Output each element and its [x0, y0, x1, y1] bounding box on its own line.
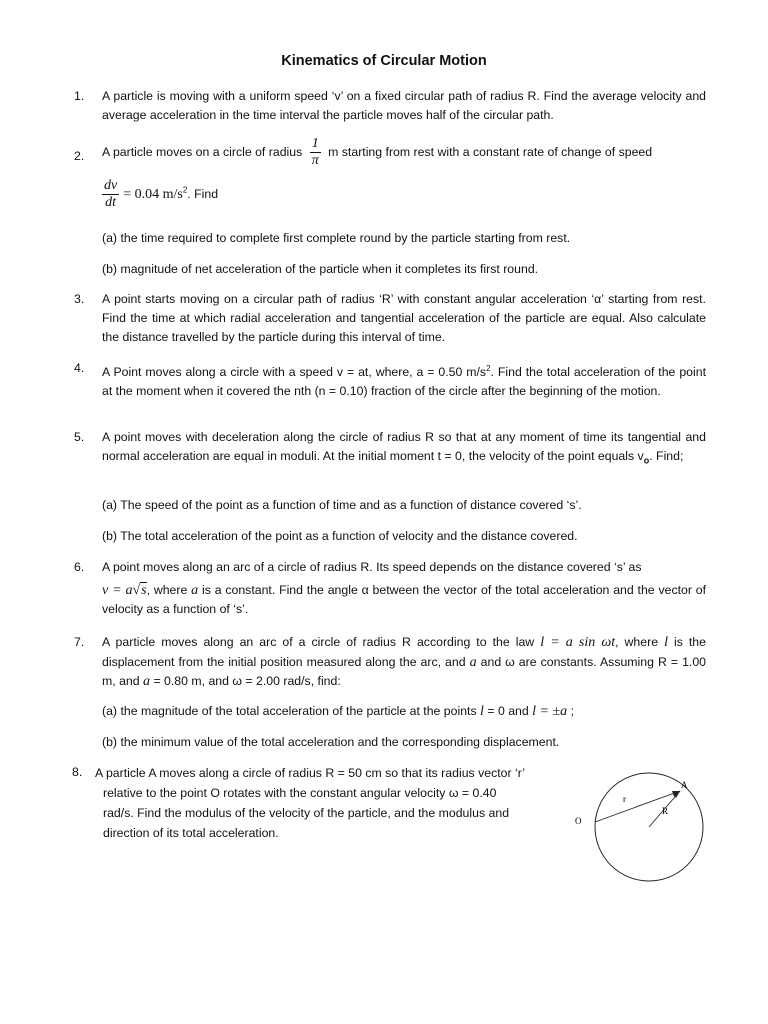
page-title: Kinematics of Circular Motion — [281, 53, 487, 69]
label-R: R — [662, 806, 669, 816]
question-6-line2: v = a√s, where a is a constant. Find the angle α between the vector of the total acceleration and the vector of velocity as a function of ‘s’. — [102, 583, 707, 616]
question-number-3: 3. — [74, 292, 85, 306]
velocity-subscript: o — [643, 455, 650, 466]
question-2-line2 — [102, 178, 706, 211]
question-2-part-a: (a) the time required to complete first complete round by the particle starting from rest. — [102, 231, 571, 245]
question-8-line4: direction of its total acceleration. — [103, 826, 279, 840]
variable-l: l — [480, 704, 484, 719]
question-7-text-d: and ω are constants. Assuming R = 1.00 m, and — [102, 654, 707, 688]
fraction-one-over-pi — [310, 136, 321, 169]
fraction-numerator: dv — [104, 178, 118, 193]
question-4-text-a: A Point moves along a circle with a speed v = at, where, a = 0.50 m/s — [102, 365, 487, 380]
question-3-text: A point starts moving on a circular path of radius ‘R’ with constant angular acceleration ‘α’ starting from rest. Find the time at which radial acceleration and tangential acceleration of the particle are equal. Also calculate the distance travelled by the particle during this interval of time. — [102, 292, 706, 344]
fraction-denominator: π — [311, 153, 319, 168]
variable-l: l — [664, 635, 668, 650]
question-7-part-a-mid: = 0 and — [487, 704, 529, 718]
question-2-line1 — [102, 136, 706, 169]
acceleration-exponent: 2 — [486, 364, 491, 373]
displacement-value: l = ±a — [532, 704, 568, 719]
label-r: r — [623, 794, 626, 804]
variable-a: a — [143, 674, 151, 689]
motion-law: l = a sin ωt — [540, 635, 616, 650]
question-1-text: A particle is moving with a uniform speed ‘v’ on a fixed circular path of radius R. Find the average velocity and average acceleration in the time interval the particle moves half of the circular path. — [102, 89, 706, 122]
question-8-text — [95, 763, 559, 843]
question-5-text — [102, 428, 706, 470]
question-2-find: . Find — [187, 186, 219, 201]
variable-a: a — [469, 654, 477, 670]
question-6-line1: A point moves along an arc of a circle of radius R. Its speed depends on the distance covered ‘s’ as — [102, 560, 642, 574]
question-2-part-b: (b) magnitude of net acceleration of the particle when it completes its first round. — [102, 262, 539, 276]
circle-figure — [572, 772, 722, 882]
question-5-tail: . Find; — [649, 449, 684, 463]
question-2-text-a: A particle moves on a circle of radius — [102, 144, 303, 159]
question-number-2: 2. — [74, 149, 85, 163]
label-A: A — [681, 780, 688, 790]
question-5-part-a: (a) The speed of the point as a function of time and as a function of distance covered ‘s’. — [102, 498, 582, 512]
fraction-dv-dt — [102, 178, 119, 211]
question-7-part-b: (b) the minimum value of the total acceleration and the corresponding displacement. — [102, 735, 560, 749]
question-7-text-b: , where — [615, 635, 659, 649]
question-5-part-b: (b) The total acceleration of the point as a function of velocity and the distance covered. — [102, 529, 578, 543]
fraction-numerator: 1 — [310, 136, 321, 153]
question-5-body: A point moves with deceleration along the circle of radius R so that at any moment of time its tangential and normal acceleration are equal in moduli. At the initial moment t = 0, the velocity of the point equals v — [102, 430, 706, 463]
question-7-part-a-text: (a) the magnitude of the total acceleration of the particle at the points — [102, 704, 477, 718]
question-number-1: 1. — [74, 89, 85, 103]
variable-a: a — [191, 583, 199, 598]
question-number-6: 6. — [74, 560, 85, 574]
question-7-part-a-end: ; — [570, 704, 575, 718]
label-O: O — [575, 816, 582, 826]
question-number-7: 7. — [74, 635, 85, 649]
question-8-line2: relative to the point O rotates with the constant angular velocity ω = 0.40 — [103, 786, 497, 800]
fraction-denominator: dt — [105, 195, 117, 210]
question-number-8: 8. — [72, 765, 83, 779]
sqrt-s: s — [141, 583, 147, 598]
question-6-text-b: is a constant. Find the angle α between the vector of the total acceleration and the vector of velocity as a function of ‘s’. — [102, 583, 707, 616]
question-2-text-b: m starting from rest with a constant rate of change of speed — [328, 144, 653, 159]
question-4-text — [102, 359, 706, 401]
question-7-text-e: = 0.80 m, and ω = 2.00 rad/s, find: — [153, 674, 341, 688]
question-8-line1: A particle A moves along a circle of radius R = 50 cm so that its radius vector ‘r’ — [95, 766, 526, 780]
question-7-text-c: is the displacement from the initial position measured along the arc, and — [102, 635, 706, 669]
rate-value: = 0.04 m/s — [123, 186, 183, 202]
question-7-text-a: A particle moves along an arc of a circle of radius R according to the law — [102, 635, 535, 649]
question-7-text — [102, 633, 706, 692]
question-7-part-a — [102, 702, 706, 721]
question-8-line3: rad/s. Find the modulus of the velocity of the particle, and the modulus and — [103, 806, 510, 820]
question-6-text-a: , where — [146, 583, 188, 597]
speed-equation: v = a — [102, 583, 133, 598]
question-number-4: 4. — [74, 361, 85, 375]
question-4-text-b: . Find the total acceleration of the point at the moment when it covered the nth (n = 0.10) fraction of the circle after the beginning of the motion. — [102, 365, 706, 399]
rate-exponent: 2 — [182, 185, 188, 195]
question-number-5: 5. — [74, 430, 85, 444]
